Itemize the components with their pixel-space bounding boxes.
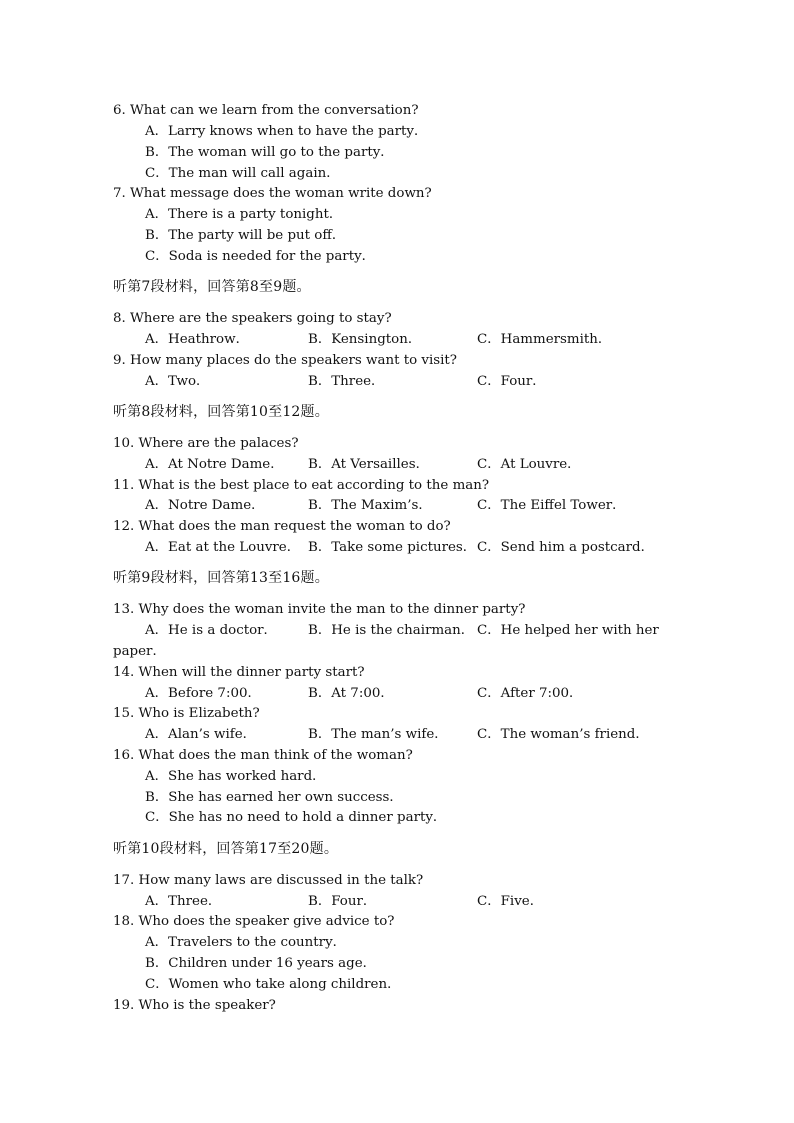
q10-option-c: C．At Louvre． bbox=[477, 457, 581, 472]
q17-option-c: C．Five． bbox=[477, 894, 544, 909]
q17-option-b: B．Four． bbox=[308, 894, 377, 909]
q6-option-c: C．The man will call again． bbox=[145, 166, 340, 181]
section-header-10: 听第10段材料，回答第17至20题。 bbox=[113, 841, 339, 857]
q12-option-c: C．Send him a postcard． bbox=[477, 540, 655, 555]
q9-option-b: B．Three． bbox=[308, 374, 385, 389]
q6-option-a: A．Larry knows when to have the party． bbox=[145, 124, 428, 139]
q16-option-a: A．She has worked hard． bbox=[145, 769, 326, 784]
section-header-8: 听第8段材料，回答第10至12题。 bbox=[113, 404, 329, 420]
q10-option-b: B．At Versailles． bbox=[308, 457, 429, 472]
q10-option-a: A．At Notre Dame． bbox=[145, 457, 284, 472]
question-15: 15. Who is Elizabeth? bbox=[113, 706, 260, 721]
question-18: 18. Who does the speaker give advice to? bbox=[113, 914, 395, 929]
question-19: 19. Who is the speaker? bbox=[113, 998, 276, 1013]
question-8: 8. Where are the speakers going to stay? bbox=[113, 311, 392, 326]
q8-option-a: A．Heathrow． bbox=[145, 332, 249, 347]
section-header-7: 听第7段材料，回答第8至9题。 bbox=[113, 279, 311, 295]
q11-option-a: A．Notre Dame． bbox=[145, 498, 265, 513]
q16-option-c: C．She has no need to hold a dinner party． bbox=[145, 810, 447, 825]
section-header-9: 听第9段材料，回答第13至16题。 bbox=[113, 570, 329, 586]
q12-option-b: B．Take some pictures． bbox=[308, 540, 477, 555]
question-17: 17. How many laws are discussed in the talk? bbox=[113, 873, 424, 888]
q15-option-c: C．The woman’s friend． bbox=[477, 727, 649, 742]
q9-option-c: C．Four． bbox=[477, 374, 546, 389]
q6-option-b: B．The woman will go to the party． bbox=[145, 145, 394, 160]
q11-option-c: C．The Eiffel Tower． bbox=[477, 498, 626, 513]
q15-option-b: B．The man’s wife． bbox=[308, 727, 448, 742]
q18-option-b: B．Children under 16 years age． bbox=[145, 956, 377, 971]
q7-option-b: B．The party will be put off． bbox=[145, 228, 346, 243]
q7-option-c: C．Soda is needed for the party． bbox=[145, 249, 376, 264]
q18-option-a: A．Travelers to the country． bbox=[145, 935, 347, 950]
q8-option-b: B．Kensington． bbox=[308, 332, 422, 347]
q9-option-a: A．Two． bbox=[145, 374, 210, 389]
question-9: 9. How many places do the speakers want to visit? bbox=[113, 353, 457, 368]
question-12: 12. What does the man request the woman to do? bbox=[113, 519, 451, 534]
q13-option-c: C．He helped her with her bbox=[477, 623, 659, 638]
question-13: 13. Why does the woman invite the man to the dinner party? bbox=[113, 602, 526, 617]
q15-option-a: A．Alan’s wife． bbox=[145, 727, 257, 742]
q13-option-b: B．He is the chairman． bbox=[308, 623, 475, 638]
question-6: 6. What can we learn from the conversation? bbox=[113, 103, 419, 118]
q12-option-a: A．Eat at the Louvre． bbox=[145, 540, 301, 555]
q17-option-a: A．Three． bbox=[145, 894, 222, 909]
question-14: 14. When will the dinner party start? bbox=[113, 665, 365, 680]
question-11: 11. What is the best place to eat according to the man? bbox=[113, 478, 490, 493]
q14-option-c: C．After 7:00． bbox=[477, 686, 583, 701]
q14-option-b: B．At 7:00． bbox=[308, 686, 394, 701]
q13-option-c-continued: paper． bbox=[113, 644, 166, 659]
q7-option-a: A．There is a party tonight． bbox=[145, 207, 343, 222]
question-7: 7. What message does the woman write down? bbox=[113, 186, 432, 201]
question-16: 16. What does the man think of the woman? bbox=[113, 748, 413, 763]
q14-option-a: A．Before 7:00． bbox=[145, 686, 261, 701]
q16-option-b: B．She has earned her own success． bbox=[145, 790, 403, 805]
q11-option-b: B．The Maxim’s． bbox=[308, 498, 432, 513]
q18-option-c: C．Women who take along children． bbox=[145, 977, 401, 992]
question-10: 10. Where are the palaces? bbox=[113, 436, 299, 451]
q13-option-a: A．He is a doctor． bbox=[145, 623, 277, 638]
q8-option-c: C．Hammersmith． bbox=[477, 332, 612, 347]
